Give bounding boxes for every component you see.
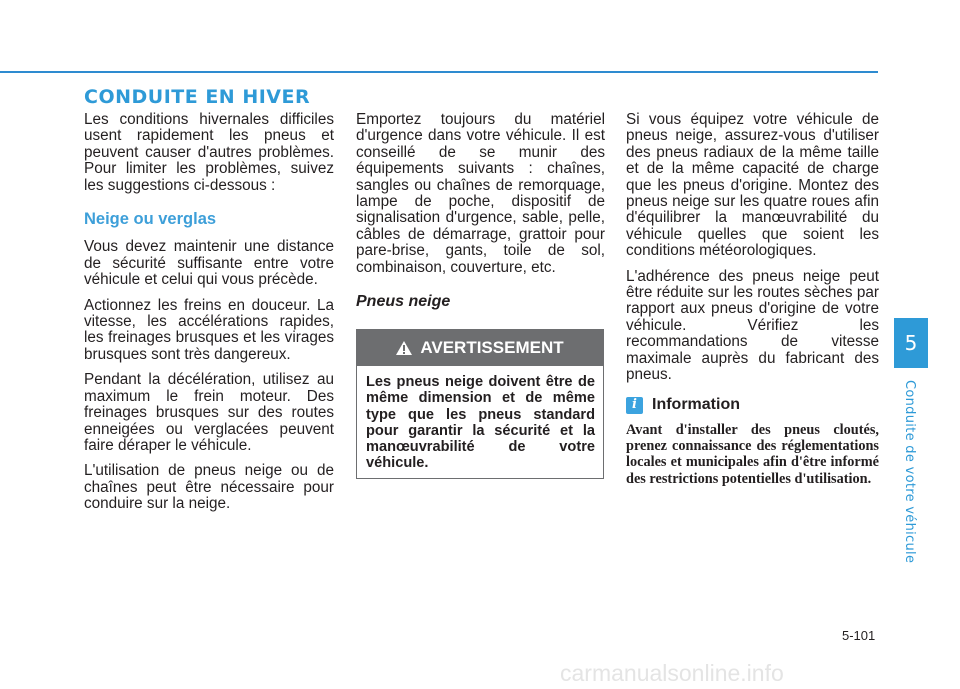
- column-3: [626, 112, 879, 487]
- watermark: carmanualsonline.info: [560, 660, 784, 686]
- intro-paragraph: Les conditions hivernales difficiles usent rapidement les pneus et peuvent causer d'autres problèmes. Pour limiter les problèmes, suivez les suggestions ci-dessous :: [84, 111, 334, 194]
- paragraph: L'utilisation de pneus neige ou de chaînes peut être nécessaire pour conduire sur la neige.: [84, 462, 334, 513]
- paragraph: Emportez toujours du matériel d'urgence dans votre véhicule. Il est conseillé de se munir des équipements suivants : chaînes, sangles ou chaînes de remorquage, lampe de poche, dispositif de signalisation d'urgence, sable, pelle, câbles de démarrage, grattoir pour pare-brise, gants, toile de sol, combinaison, couverture, etc.: [356, 111, 605, 276]
- column-2: [356, 112, 605, 327]
- chapter-tab: 5: [894, 318, 928, 368]
- page-number: 5-101: [842, 628, 876, 643]
- section-title: CONDUITE EN HIVER: [84, 86, 311, 108]
- paragraph: Vous devez maintenir une distance de sécurité suffisante entre votre véhicule et celui qui vous précède.: [84, 238, 334, 289]
- warning-title: AVERTISSEMENT: [420, 338, 564, 357]
- paragraph: L'adhérence des pneus neige peut être réduite sur les routes sèches par rapport aux pneus d'origine de votre véhicule. Vérifiez les recommandations de vitesse maximale auprès du fabricant des pneus.: [626, 267, 879, 384]
- column-1: [84, 112, 334, 522]
- warning-triangle-icon: [396, 341, 412, 355]
- warning-header: [357, 330, 603, 366]
- warning-box: [356, 329, 604, 479]
- info-title: Information: [652, 395, 740, 413]
- info-body: Avant d'installer des pneus cloutés, prenez connaissance des réglementations locales et municipales afin d'être informé des restrictions potentielles d'utilisation.: [626, 421, 879, 487]
- info-header: [626, 397, 879, 414]
- chapter-label: Conduite de votre véhicule: [902, 380, 917, 564]
- subheading-snow-tires: Pneus neige: [356, 293, 451, 311]
- subheading-snow-ice: Neige ou verglas: [84, 210, 217, 229]
- top-rule: [0, 71, 878, 73]
- paragraph: Actionnez les freins en douceur. La vitesse, les accélérations rapides, les freinages brusques et les virages brusques sont très dangereux.: [84, 296, 334, 363]
- warning-body: Les pneus neige doivent être de même dimension et de même type que les pneus standard pour garantir la sécurité et la manœuvrabilité de votre véhicule.: [366, 374, 595, 472]
- info-icon: i: [626, 397, 643, 414]
- paragraph: Pendant la décélération, utilisez au maximum le frein moteur. Des freinages brusques sur des routes enneigées ou verglacées peuvent faire déraper le véhicule.: [84, 371, 334, 454]
- paragraph: Si vous équipez votre véhicule de pneus neige, assurez-vous d'utiliser des pneus radiaux de la même taille et de la même capacité de charge que les pneus d'origine. Montez des pneus neige sur les quatre roues afin d'équilibrer la manœuvrabilité du véhicule quelles que soient les conditions météorologiques.: [626, 111, 879, 260]
